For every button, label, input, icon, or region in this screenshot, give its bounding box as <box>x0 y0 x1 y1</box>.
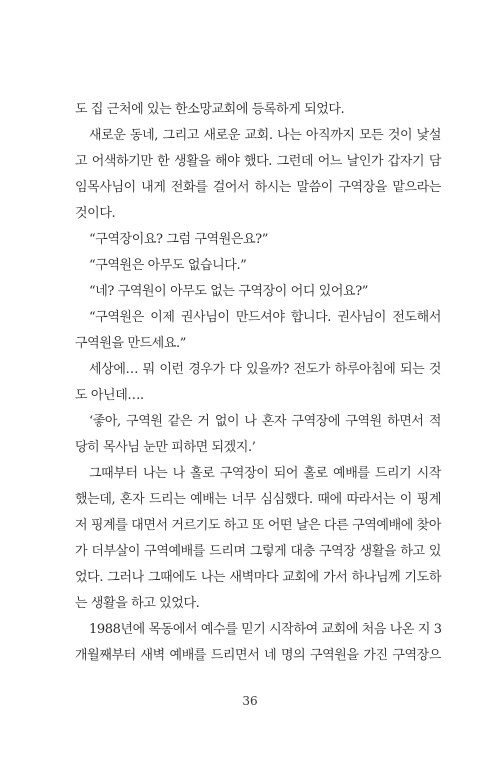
text-line: 임목사님이 내게 전화를 걸어서 하시는 말씀이 구역장을 맡으라는 <box>75 180 441 195</box>
text-line: 도 아닌데…. <box>75 388 144 403</box>
text-line: 개월째부터 새벽 예배를 드리면서 네 명의 구역원을 가진 구역장으 <box>75 648 441 663</box>
text-line: 했는데, 혼자 드리는 예배는 너무 심심했다. 때에 따라서는 이 핑계 <box>75 492 441 507</box>
text-line: 당히 목사님 눈만 피하면 되겠지.’ <box>75 440 256 455</box>
text-line: “구역장이요? 그럼 구역원은요?” <box>89 232 268 247</box>
page-number: 36 <box>242 694 258 708</box>
text-line: 는 생활을 하고 있었다. <box>75 596 200 611</box>
text-line: 고 어색하기만 한 생활을 해야 했다. 그런데 어느 날인가 갑자기 담 <box>75 154 441 169</box>
text-line: 그때부터 나는 나 홀로 구역장이 되어 홀로 예배를 드리기 시작 <box>89 466 441 481</box>
text-line: 가 더부살이 구역예배를 드리며 그렇게 대충 구역장 생활을 하고 있 <box>75 544 441 559</box>
text-line: 새로운 동네, 그리고 새로운 교회. 나는 아직까지 모든 것이 낯설 <box>89 128 441 143</box>
text-line: 구역원을 만드세요.” <box>75 336 186 351</box>
text-line: 1988년에 목동에서 예수를 믿기 시작하여 교회에 처음 나온 지 3 <box>89 622 442 637</box>
text-line: “구역원은 이제 권사님이 만드셔야 합니다. 권사님이 전도해서 <box>89 310 441 325</box>
text-line: ‘좋아, 구역원 같은 거 없이 나 혼자 구역장에 구역원 하면서 적 <box>89 414 441 429</box>
text-line: 것이다. <box>75 206 116 221</box>
text-line: “네? 구역원이 아무도 없는 구역장이 어디 있어요?” <box>89 284 369 299</box>
text-line: 저 핑계를 대면서 거르기도 하고 또 어떤 날은 다른 구역예배에 찾아 <box>75 518 441 533</box>
body-text <box>75 97 441 669</box>
text-line: “구역원은 아무도 없습니다.” <box>89 258 247 273</box>
text-line: 도 집 근처에 있는 한소망교회에 등록하게 되었다. <box>75 102 345 117</box>
text-line: 었다. 그러나 그때에도 나는 새벽마다 교회에 가서 하나님께 기도하 <box>75 570 441 585</box>
text-line: 세상에… 뭐 이런 경우가 다 있을까? 전도가 하루아침에 되는 것 <box>89 362 441 377</box>
